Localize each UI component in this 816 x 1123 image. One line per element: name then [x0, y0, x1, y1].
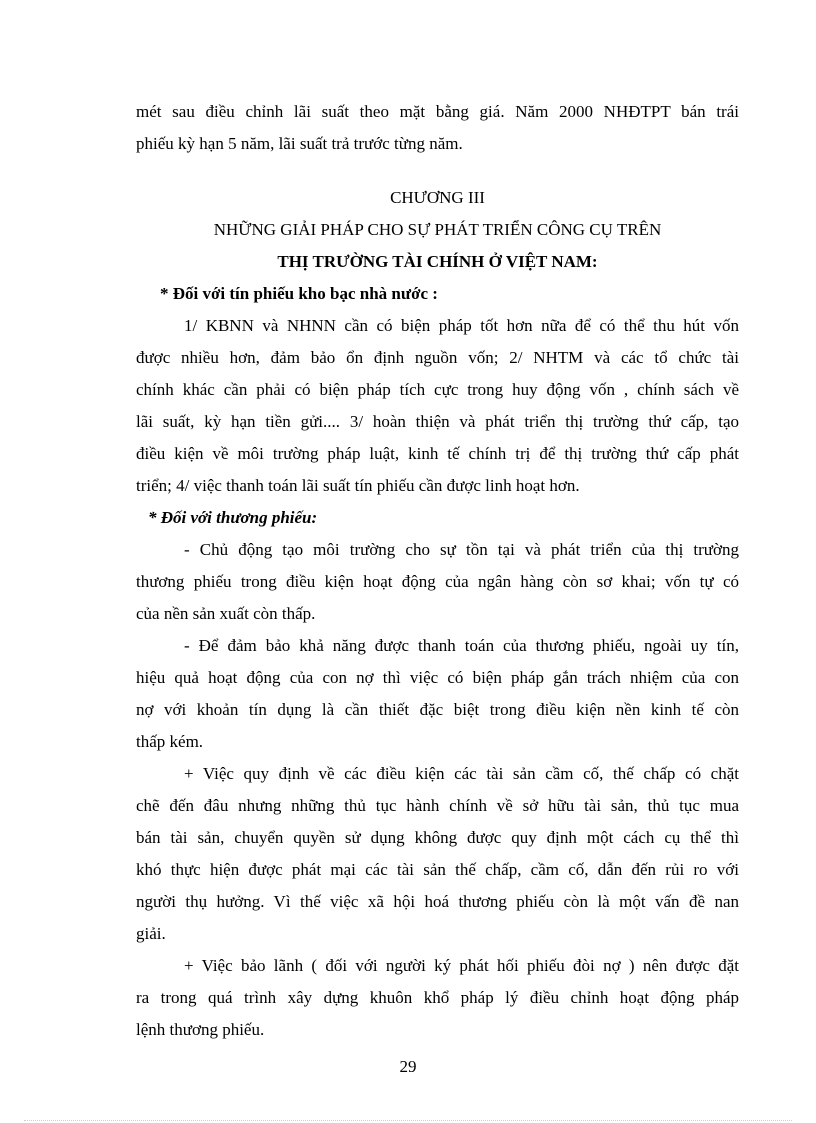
- section-heading-commercial-paper: * Đối với thương phiếu:: [148, 508, 318, 527]
- paragraph-line: ra trong quá trình xây dựng khuôn khổ pháp lý điều chỉnh hoạt động pháp: [136, 988, 739, 1007]
- paragraph-line: triển; 4/ việc thanh toán lãi suất tín phiếu cần được linh hoạt hơn.: [136, 476, 580, 495]
- paragraph-line: điều kiện về môi trường pháp luật, kinh tế chính trị để thị trường thứ cấp phát: [136, 444, 739, 463]
- intro-paragraph: [136, 96, 739, 160]
- paragraph-line: chẽ đến đâu nhưng những thủ tục hành chính về sở hữu tài sản, thủ tục mua: [136, 796, 739, 815]
- page-bottom-divider: [24, 1120, 792, 1121]
- chapter-title-line-2: THỊ TRƯỜNG TÀI CHÍNH Ở VIỆT NAM:: [277, 252, 598, 271]
- chapter-number: CHƯƠNG III: [390, 188, 485, 207]
- paragraph-line: 1/ KBNN và NHNN cần có biện pháp tốt hơn nữa để có thể thu hút vốn: [184, 316, 739, 335]
- paragraph-line: giải.: [136, 924, 166, 943]
- intro-line-2: phiếu kỳ hạn 5 năm, lãi suất trả trước từng năm.: [136, 134, 463, 153]
- paragraph-line: + Việc quy định về các điều kiện các tài sản cầm cố, thế chấp có chặt: [184, 764, 739, 783]
- paragraph-line: thấp kém.: [136, 732, 204, 751]
- paragraph-line: chính khác cần phải có biện pháp tích cực trong huy động vốn , chính sách về: [136, 380, 739, 399]
- chapter-heading: [136, 182, 739, 278]
- paragraph-line: của nền sản xuất còn thấp.: [136, 604, 316, 623]
- section-commercial-paper: [136, 502, 739, 1046]
- paragraph-line: hiệu quả hoạt động của con nợ thì việc có biện pháp gắn trách nhiệm của con: [136, 668, 739, 687]
- intro-line-1: mét sau điều chỉnh lãi suất theo mặt bằng giá. Năm 2000 NHĐTPT bán trái: [136, 102, 739, 121]
- paragraph-line: - Chủ động tạo môi trường cho sự tồn tại và phát triển của thị trường: [184, 540, 739, 559]
- paragraph-line: được nhiều hơn, đảm bảo ổn định nguồn vốn; 2/ NHTM và các tổ chức tài: [136, 348, 739, 367]
- paragraph-line: nợ với khoản tín dụng là cần thiết đặc biệt trong điều kiện nền kinh tế còn: [136, 700, 739, 719]
- section-treasury-bills: [136, 278, 739, 502]
- paragraph-line: người thụ hưởng. Vì thế việc xã hội hoá thương phiếu còn là một vấn đề nan: [136, 892, 739, 911]
- paragraph-line: lãi suất, kỳ hạn tiền gửi.... 3/ hoàn thiện và phát triển thị trường thứ cấp, tạo: [136, 412, 739, 431]
- chapter-title-line-1: NHỮNG GIẢI PHÁP CHO SỰ PHÁT TRIỂN CÔNG CỤ TRÊN: [213, 220, 662, 239]
- section-heading-treasury-bills: * Đối với tín phiếu kho bạc nhà nước :: [160, 284, 438, 303]
- paragraph-line: + Việc bảo lãnh ( đối với người ký phát hối phiếu đòi nợ ) nên được đặt: [184, 956, 739, 975]
- page-number: 29: [399, 1057, 417, 1076]
- paragraph-line: khó thực hiện được phát mại các tài sản thế chấp, cầm cố, dẫn đến rủi ro với: [136, 860, 739, 879]
- paragraph-line: lệnh thương phiếu.: [136, 1020, 265, 1039]
- paragraph-line: - Để đảm bảo khả năng được thanh toán của thương phiếu, ngoài uy tín,: [184, 636, 739, 655]
- paragraph-line: thương phiếu trong điều kiện hoạt động của ngân hàng còn sơ khai; vốn tự có: [136, 572, 739, 591]
- paragraph-line: bán tài sản, chuyển quyền sử dụng không được quy định một cách cụ thể thì: [136, 828, 739, 847]
